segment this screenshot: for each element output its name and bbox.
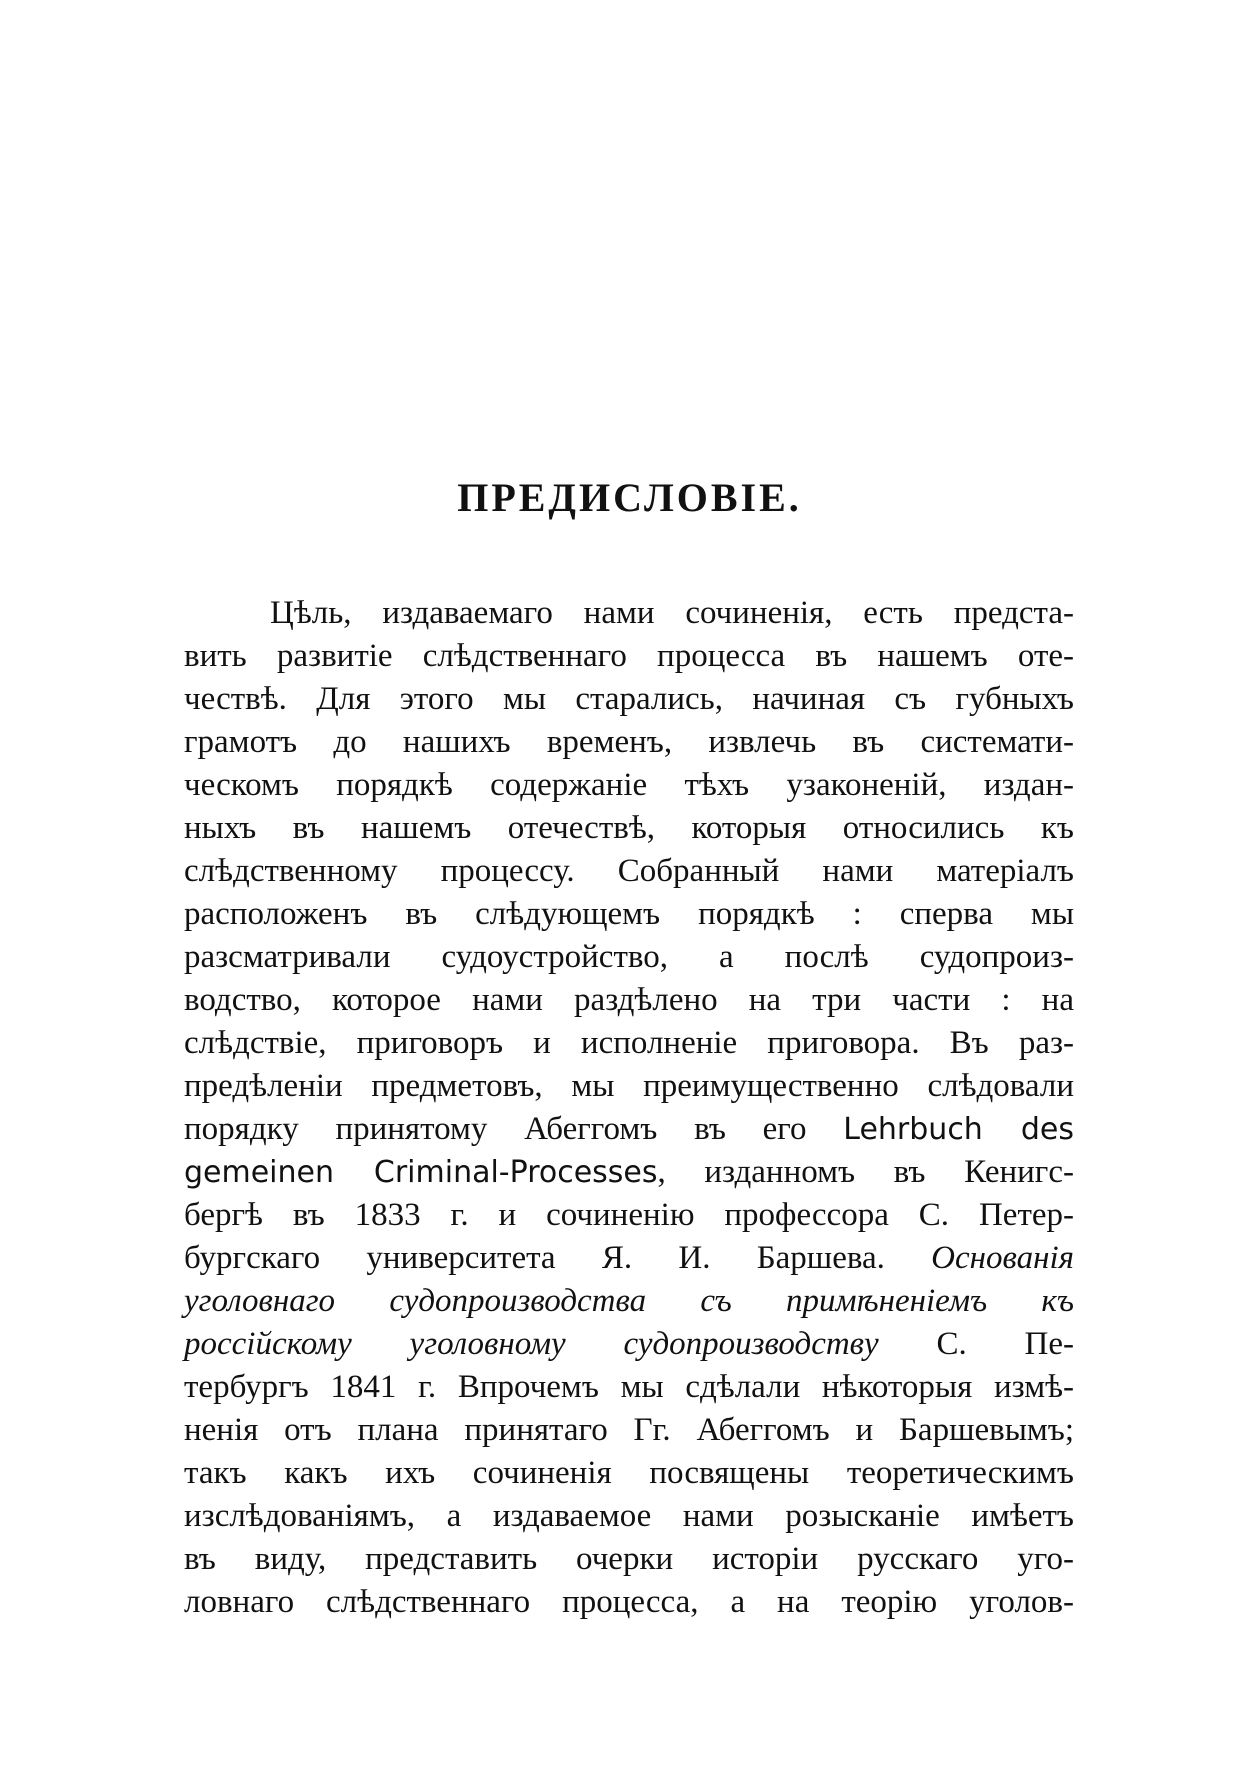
text-segment: ловнаго слѣдственнаго процесса, а на теорію уголов- [184,1584,1074,1620]
text-line [184,764,1074,807]
text-line [184,1452,1074,1495]
text-line [184,979,1074,1022]
text-segment: разсматривали судоустройство, а послѣ судопроиз- [184,939,1074,975]
text-line [184,807,1074,850]
text-line [184,936,1074,979]
text-segment: грамотъ до нашихъ временъ, извлечь въ системати- [184,724,1074,760]
text-segment: Основанія [931,1240,1074,1276]
text-segment: бургскаго университета Я. И. Баршева. [184,1240,932,1276]
text-segment: Цѣль, издаваемаго нами сочиненія, есть предста- [270,595,1074,631]
text-line [184,678,1074,721]
text-line [184,1538,1074,1581]
text-line [184,1280,1074,1323]
text-line [184,1194,1074,1237]
text-line [184,1065,1074,1108]
text-segment: ческомъ порядкѣ содержаніе тѣхъ узаконеній, издан- [184,767,1074,803]
text-segment: С. Пе- [878,1326,1074,1362]
text-line [184,1366,1074,1409]
text-segment: россійскому уголовному судопроизводству [184,1326,879,1362]
page-heading: ПРЕДИСЛОВІЕ. [457,475,802,520]
text-segment: предѣленіи предметовъ, мы преимущественно слѣдовали [184,1068,1074,1104]
text-segment: ныхъ въ нашемъ отечествѣ, которыя относились къ [184,810,1074,846]
text-line [184,850,1074,893]
text-segment: изслѣдованіямъ, а издаваемое нами розысканіе имѣетъ [184,1498,1074,1534]
text-line [184,1151,1074,1194]
text-line [184,1108,1074,1151]
text-segment: , изданномъ въ Кенигс- [657,1154,1074,1190]
text-segment: такъ какъ ихъ сочиненія посвящены теоретическимъ [184,1455,1074,1491]
text-line [184,1022,1074,1065]
text-line [184,1409,1074,1452]
text-segment: бергѣ въ 1833 г. и сочиненію профессора С. Петер- [184,1197,1074,1233]
preface-text [184,592,1074,1624]
text-segment: водство, которое нами раздѣлено на три части : на [184,982,1074,1018]
text-line [184,721,1074,764]
text-line [184,1581,1074,1624]
text-line [184,1237,1074,1280]
text-line [184,1495,1074,1538]
text-segment: вить развитіе слѣдственнаго процесса въ нашемъ оте- [184,638,1074,674]
text-segment: чествѣ. Для этого мы старались, начиная съ губныхъ [184,681,1074,717]
text-segment: Lehrbuch des [843,1112,1074,1147]
text-segment: въ виду, представить очерки исторіи русскаго уго- [184,1541,1074,1577]
text-line [184,635,1074,678]
text-segment: слѣдственному процессу. Собранный нами матеріалъ [184,853,1074,889]
text-line [184,893,1074,936]
text-segment: слѣдствіе, приговоръ и исполненіе приговора. Въ раз- [184,1025,1074,1061]
text-segment: расположенъ въ слѣдующемъ порядкѣ : сперва мы [184,896,1074,932]
text-segment: порядку принятому Абеггомъ въ его [184,1111,844,1147]
text-segment: ненія отъ плана принятаго Гг. Абеггомъ и Баршевымъ; [184,1412,1074,1448]
text-segment: уголовнаго судопроизводства съ примѣненіемъ къ [184,1283,1074,1319]
text-line [184,592,1074,635]
text-segment: gemeinen Criminal-Processes [184,1155,658,1190]
text-segment: тербургъ 1841 г. Впрочемъ мы сдѣлали нѣкоторыя измѣ- [184,1369,1074,1405]
text-line [184,1323,1074,1366]
